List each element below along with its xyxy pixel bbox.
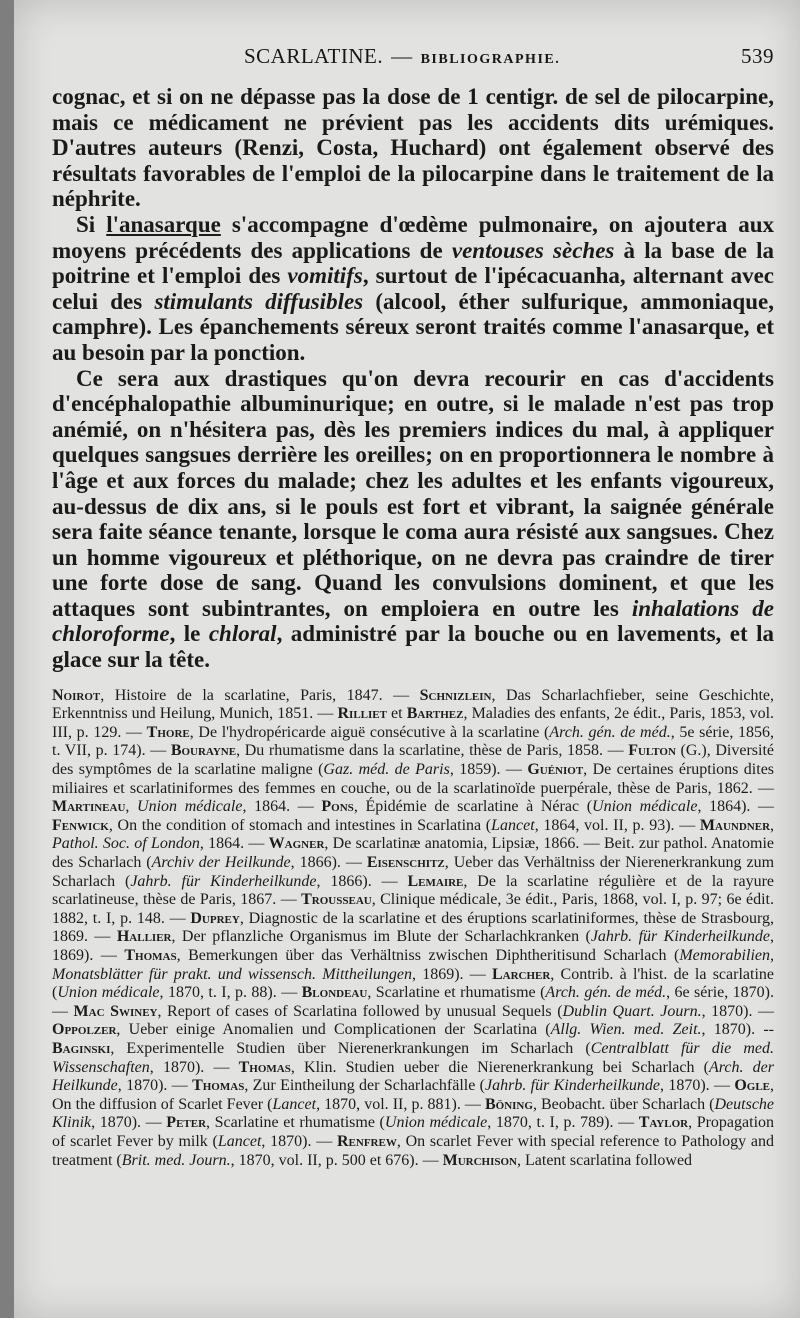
bibliography-entry bbox=[166, 1114, 638, 1131]
author-name: Thomas bbox=[124, 946, 177, 964]
author-name: Rilliet bbox=[337, 705, 387, 723]
journal-title: Lancet bbox=[491, 816, 535, 834]
header-separator: — bbox=[391, 44, 413, 68]
text-segment: cognac, et si on ne dépasse pas la dose de 1 centigr. de sel de pilocarpine, mais ce médicament ne prévient pas les accidents dits urémiques. D'autres auteurs (Renzi, Costa, Huchard) ont également observé des résultats favorables de l'emploi de la pilocarpine dans le traitement de la néphrite. bbox=[52, 84, 774, 212]
author-name: Blondeau bbox=[301, 984, 368, 1002]
emphasis-text: ventouses sèches bbox=[451, 237, 615, 263]
text-segment: s'accompagne d'œdème pulmonaire, on ajoutera aux moyens précédents des applications de bbox=[52, 211, 775, 263]
journal-title: Lancet bbox=[217, 1132, 262, 1150]
citation-text: , 1870). — bbox=[261, 1132, 337, 1150]
author-name: Renfrew bbox=[336, 1132, 397, 1150]
running-header bbox=[52, 44, 774, 84]
emphasis-text: inhalations de chloroforme bbox=[52, 595, 774, 647]
author-name: Guéniot bbox=[527, 761, 584, 779]
author-name: Thomas bbox=[238, 1058, 291, 1076]
citation-text: , Der pflanzliche Organismus im Blute der Scharlachkranken ( bbox=[171, 928, 591, 946]
main-text bbox=[52, 84, 774, 673]
citation-text: , Das Scharlachfieber, seine Geschichte, Erkenntniss und Heilung, Munich, 1851. — bbox=[52, 686, 775, 723]
journal-title: Memorabilien, Monatsblätter für prakt. und wissensch. Mittheilungen bbox=[52, 946, 774, 983]
citation-text: , 1870). — bbox=[91, 1114, 167, 1132]
journal-title: Pathol. Soc. of London bbox=[52, 835, 200, 853]
journal-title: Allg. Wien. med. Zeit. bbox=[550, 1021, 702, 1039]
journal-title: Centralblatt für die med. Wissenschaften bbox=[52, 1039, 774, 1076]
emphasis-text: vomitifs bbox=[287, 263, 363, 289]
author-name: Fenwick bbox=[52, 816, 109, 834]
citation-text: , 6e série, 1870). — bbox=[52, 984, 774, 1020]
citation-text: , Clinique médicale, 3e édit., Paris, 1868, vol. I, p. 97; 6e édit. 1882, t. I, p. 148. — bbox=[52, 891, 774, 927]
citation-text: , Épidémie de scarlatine à Nérac ( bbox=[353, 798, 593, 816]
text-segment: , le bbox=[169, 621, 209, 647]
citation-text: , De la scarlatine régulière et de la rayure scarlatineuse, thèse de Paris, 1867. — bbox=[52, 872, 775, 909]
journal-title: Arch. gén. de méd. bbox=[545, 984, 667, 1002]
bibliography-entry bbox=[52, 1021, 774, 1038]
citation-text: , 1864. — bbox=[242, 798, 322, 816]
citation-text: , 1870). — bbox=[660, 1077, 735, 1095]
journal-title: Jahrb. für Kinderheilkunde bbox=[484, 1077, 660, 1095]
citation-text: , Diagnostic de la scarlatine et des éruptions scarlatiniformes, thèse de Strasbourg, 1869. — bbox=[52, 909, 774, 946]
author-name: Barthez bbox=[406, 705, 464, 723]
citation-text: , 5e série, 1856, t. VII, p. 174). — bbox=[52, 723, 775, 760]
citation-text: , Latent scarlatina followed bbox=[517, 1151, 693, 1169]
citation-text: , 1866). — bbox=[316, 872, 408, 890]
citation-text: , De l'hydropéricarde aiguë consécutive à la scarlatine ( bbox=[189, 723, 550, 741]
citation-text: (G.), Diversité des symptômes de la scarlatine maligne ( bbox=[52, 742, 774, 779]
underlined-text: l'anasarque bbox=[106, 211, 221, 237]
citation-text: , 1870). -- bbox=[701, 1021, 775, 1039]
author-name: Trousseau bbox=[301, 891, 372, 909]
journal-title: Union médicale bbox=[384, 1114, 488, 1132]
citation-text: , 1864, vol. II, p. 93). — bbox=[534, 816, 700, 834]
citation-text: , Beobacht. über Scharlach ( bbox=[532, 1095, 715, 1113]
citation-text: , On the condition of stomach and intestines in Scarlatina ( bbox=[108, 816, 492, 834]
author-name: Mac Swiney bbox=[73, 1002, 158, 1020]
journal-title: Arch. gén. de méd. bbox=[549, 723, 671, 741]
citation-text: , 1870). — bbox=[117, 1077, 193, 1095]
author-name: Duprey bbox=[190, 909, 240, 927]
journal-title: Union médicale bbox=[57, 984, 160, 1002]
author-name: Martineau bbox=[52, 798, 126, 816]
journal-title: Jahrb. für Kinderheilkunde bbox=[130, 872, 317, 890]
author-name: Ogle bbox=[734, 1077, 771, 1095]
author-name: Schnizlein bbox=[419, 686, 492, 704]
page-number: 539 bbox=[741, 44, 774, 68]
book-page bbox=[14, 0, 800, 1318]
citation-text: , Report of cases of Scarlatina followed by unusual Sequels ( bbox=[157, 1002, 563, 1020]
author-name: Oppolzer bbox=[52, 1021, 117, 1039]
author-name: Wagner bbox=[268, 835, 325, 853]
citation-text: , Scarlatine et rhumatisme ( bbox=[206, 1114, 385, 1132]
journal-title: Lancet bbox=[272, 1095, 317, 1113]
text-segment: , surtout de l'ipécacuanha, alternant avec celui des bbox=[52, 263, 774, 314]
author-name: Bourayne bbox=[170, 742, 237, 760]
author-name: Peter bbox=[166, 1114, 207, 1132]
emphasis-text: chloral bbox=[208, 621, 277, 647]
author-name: Taylor bbox=[638, 1114, 689, 1132]
citation-text: , 1870, t. I, p. 88). — bbox=[159, 984, 302, 1002]
bibliography-entry bbox=[52, 817, 700, 834]
citation-text: , Propagation of scarlet Fever by milk ( bbox=[52, 1114, 775, 1150]
citation-text: , Du rhumatisme dans la scarlatine, thèse de Paris, 1858. — bbox=[236, 742, 629, 760]
bibliography-entry bbox=[192, 1077, 734, 1094]
text-segment: (alcool, éther sulfurique, ammoniaque, camphre). Les épanchements séreux seront traités comme l'anasarque, et au besoin par la ponction. bbox=[52, 288, 774, 365]
bibliography bbox=[52, 687, 774, 1170]
citation-text: , Experimentelle Studien über Nierenerkrankungen im Scharlach ( bbox=[110, 1039, 591, 1057]
citation-text: , Scarlatine et rhumatisme ( bbox=[367, 984, 546, 1002]
author-name: Hallier bbox=[116, 928, 172, 946]
citation-text: , Histoire de la scarlatine, Paris, 1847. — bbox=[100, 686, 420, 704]
bibliography-entry bbox=[321, 798, 774, 815]
page-content bbox=[52, 44, 774, 1170]
header-title: SCARLATINE. bbox=[244, 44, 384, 68]
journal-title: Dublin Quart. Journ. bbox=[562, 1002, 702, 1020]
citation-text: , De certaines éruptions dites miliaires et scarlatiniformes des femmes en couche, ou de la scarlatinoïde puerpérale, thèse de Paris, 1862. — bbox=[52, 761, 775, 797]
citation-text: , Zur Eintheilung der Scharlachfälle ( bbox=[244, 1077, 485, 1095]
author-name: Pons bbox=[321, 798, 354, 816]
journal-title: Deutsche Klinik bbox=[52, 1095, 775, 1132]
paragraph-drastiques bbox=[52, 366, 774, 673]
citation-text: , 1859). — bbox=[449, 761, 528, 779]
citation-text: , 1869). — bbox=[411, 965, 492, 983]
citation-text: , De scarlatinæ anatomia, Lipsiæ, 1866. — Beit. zur pathol. Anatomie des Scharlach ( bbox=[52, 835, 775, 871]
citation-text: , 1866). — bbox=[290, 854, 367, 871]
citation-text: , 1870, vol. II, p. 881). — bbox=[316, 1095, 485, 1113]
citation-text: et bbox=[386, 705, 407, 723]
citation-text: , On the diffusion of Scarlet Fever ( bbox=[52, 1077, 775, 1113]
journal-title: Union médicale bbox=[592, 798, 698, 816]
bibliography-entry bbox=[443, 1152, 692, 1169]
citation-text: , 1869). — bbox=[52, 928, 775, 964]
journal-title: Brit. med. Journ. bbox=[121, 1151, 231, 1169]
citation-text: , 1864). — bbox=[697, 798, 775, 816]
author-name: Böning bbox=[484, 1095, 533, 1113]
emphasis-text: stimulants diffusibles bbox=[154, 288, 364, 314]
bibliography-entry bbox=[52, 687, 420, 704]
journal-title: Gaz. méd. de Paris bbox=[323, 761, 450, 779]
text-segment: , administré par la bouche ou en lavements, et la glace sur la tête. bbox=[52, 621, 774, 673]
journal-title: Arch. der Heilkunde bbox=[52, 1058, 774, 1095]
author-name: Thomas bbox=[192, 1077, 245, 1095]
journal-title: Archiv der Heilkunde bbox=[151, 854, 291, 871]
author-name: Eisenschitz bbox=[366, 854, 445, 871]
citation-text: , bbox=[770, 816, 775, 834]
citation-text: , Bemerkungen über das Verhältniss zwischen Diphtheritisund Scharlach ( bbox=[176, 946, 680, 964]
journal-title: Union médicale bbox=[137, 798, 243, 816]
author-name: Baginski bbox=[52, 1039, 111, 1057]
author-name: Fulton bbox=[628, 742, 676, 760]
citation-text: , 1864. — bbox=[199, 835, 269, 853]
citation-text: , bbox=[125, 798, 138, 816]
text-segment: Si bbox=[76, 211, 107, 237]
author-name: Murchison bbox=[442, 1151, 517, 1169]
author-name: Maundner bbox=[699, 816, 771, 834]
citation-text: , 1870). — bbox=[149, 1058, 239, 1076]
author-name: Noirot bbox=[52, 686, 101, 704]
bibliography-entry bbox=[171, 742, 628, 759]
header-subtitle: BIBLIOGRAPHIE. bbox=[420, 52, 561, 67]
text-segment: Ce sera aux drastiques qu'on devra recourir en cas d'accidents d'encéphalopathie albuminurique; en outre, si le malade n'est pas trop anémié, on n'hésitera pas, dès les premiers indices du mal, à appliquer quelques sangsues derrière les oreilles; on en proportionnera le nombre à l'âge et aux forces du malade; chez les adultes et les enfants vigoureux, au-dessus de dix ans, si le pouls est fort et vibrant, la saignée générale sera faite séance tenante, lorsque le coma aura résisté aux sangsues. Chez un homme vigoureux et pléthorique, on ne devra pas craindre de tirer une forte dose de sang. Quand les convulsions dominent, et que les attaques sont subintrantes, on emploiera en outre les bbox=[52, 365, 774, 621]
citation-text: , 1870, t. I, p. 789). — bbox=[487, 1114, 639, 1132]
bibliography-entry bbox=[74, 1003, 774, 1020]
citation-text: , 1870, vol. II, p. 500 et 676). — bbox=[230, 1151, 443, 1169]
paragraph-pilocarpine bbox=[52, 84, 774, 212]
author-name: Lemaire bbox=[407, 872, 464, 890]
author-name: Larcher bbox=[491, 965, 551, 983]
citation-text: , 1870). — bbox=[701, 1002, 775, 1020]
citation-text: , Maladies des enfants, 2e édit., Paris, 1853, vol. III, p. 129. — bbox=[52, 705, 775, 741]
citation-text: , Ueber das Verhältniss der Nierenerkrankung zum Scharlach ( bbox=[52, 854, 775, 890]
paragraph-anasarque bbox=[52, 212, 774, 366]
citation-text: , Contrib. à l'hist. de la scarlatine ( bbox=[52, 965, 774, 1002]
text-segment: à la base de la poitrine et l'emploi des bbox=[52, 237, 774, 289]
citation-text: , Klin. Studien ueber die Nierenerkrankung bei Scharlach ( bbox=[290, 1058, 709, 1076]
author-name: Thore bbox=[146, 723, 190, 741]
bibliography-entry bbox=[52, 798, 321, 815]
journal-title: Jahrb. für Kinderheilkunde bbox=[590, 928, 771, 946]
citation-text: , Ueber einige Anomalien und Complicationen der Scarlatina ( bbox=[116, 1021, 551, 1039]
citation-text: , On scarlet Fever with special reference to Pathology and treatment ( bbox=[52, 1132, 775, 1169]
